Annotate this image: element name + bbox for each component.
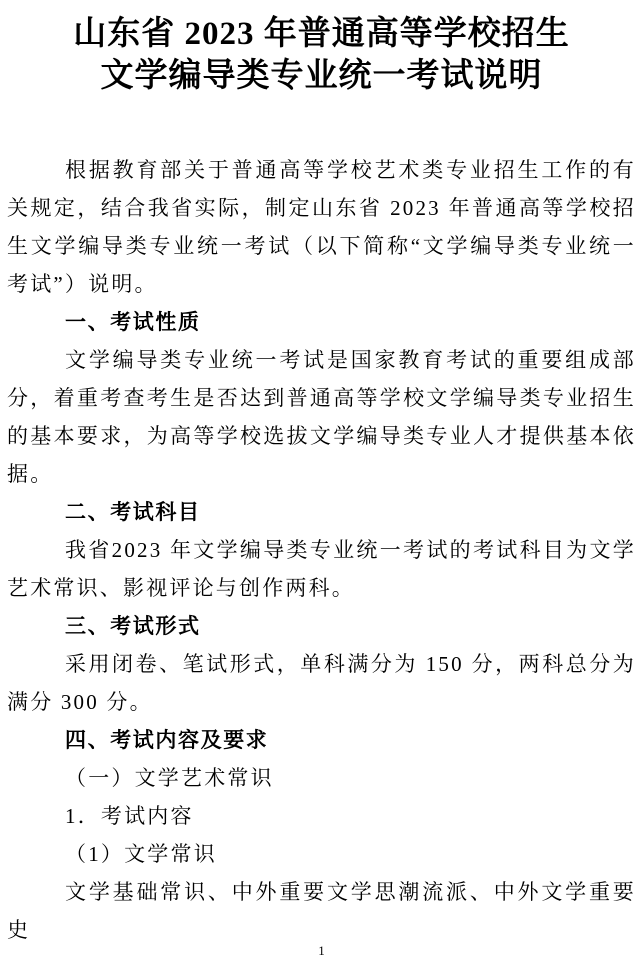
section-1-heading: 一、考试性质 xyxy=(65,310,201,334)
section-4-heading: 四、考试内容及要求 xyxy=(65,728,269,752)
section-3-heading: 三、考试形式 xyxy=(65,614,201,638)
document-title xyxy=(7,13,636,97)
intro-paragraph: 根据教育部关于普通高等学校艺术类专业招生工作的有关规定，结合我省实际，制定山东省 2023 年普通高等学校招生文学编导类专业统一考试（以下简称“文学编导类专业统一考试”）说明。 xyxy=(7,158,636,296)
section-2-paragraph: 我省2023 年文学编导类专业统一考试的考试科目为文学艺术常识、影视评论与创作两科。 xyxy=(7,538,636,600)
section-2-heading: 二、考试科目 xyxy=(65,500,201,524)
literature-detail-line: 文学基础常识、中外重要文学思潮流派、中外文学重要史 xyxy=(7,880,636,942)
item-1-1-literature-common: （1）文学常识 xyxy=(65,842,217,866)
section-3-paragraph: 采用闭卷、笔试形式，单科满分为 150 分，两科总分为满分 300 分。 xyxy=(7,652,636,714)
section-1-paragraph: 文学编导类专业统一考试是国家教育考试的重要组成部分，着重考查考生是否达到普通高等学校文学编导类专业招生的基本要求，为高等学校选拔文学编导类专业人才提供基本依据。 xyxy=(7,348,636,486)
subsection-1-heading: （一）文学艺术常识 xyxy=(65,766,274,790)
item-1-exam-content: 1．考试内容 xyxy=(65,804,194,828)
page-number: 1 xyxy=(318,943,325,958)
document-body xyxy=(0,151,643,949)
title-line-2: 文学编导类专业统一考试说明 xyxy=(100,58,543,94)
title-line-1: 山东省 2023 年普通高等学校招生 xyxy=(73,16,570,52)
